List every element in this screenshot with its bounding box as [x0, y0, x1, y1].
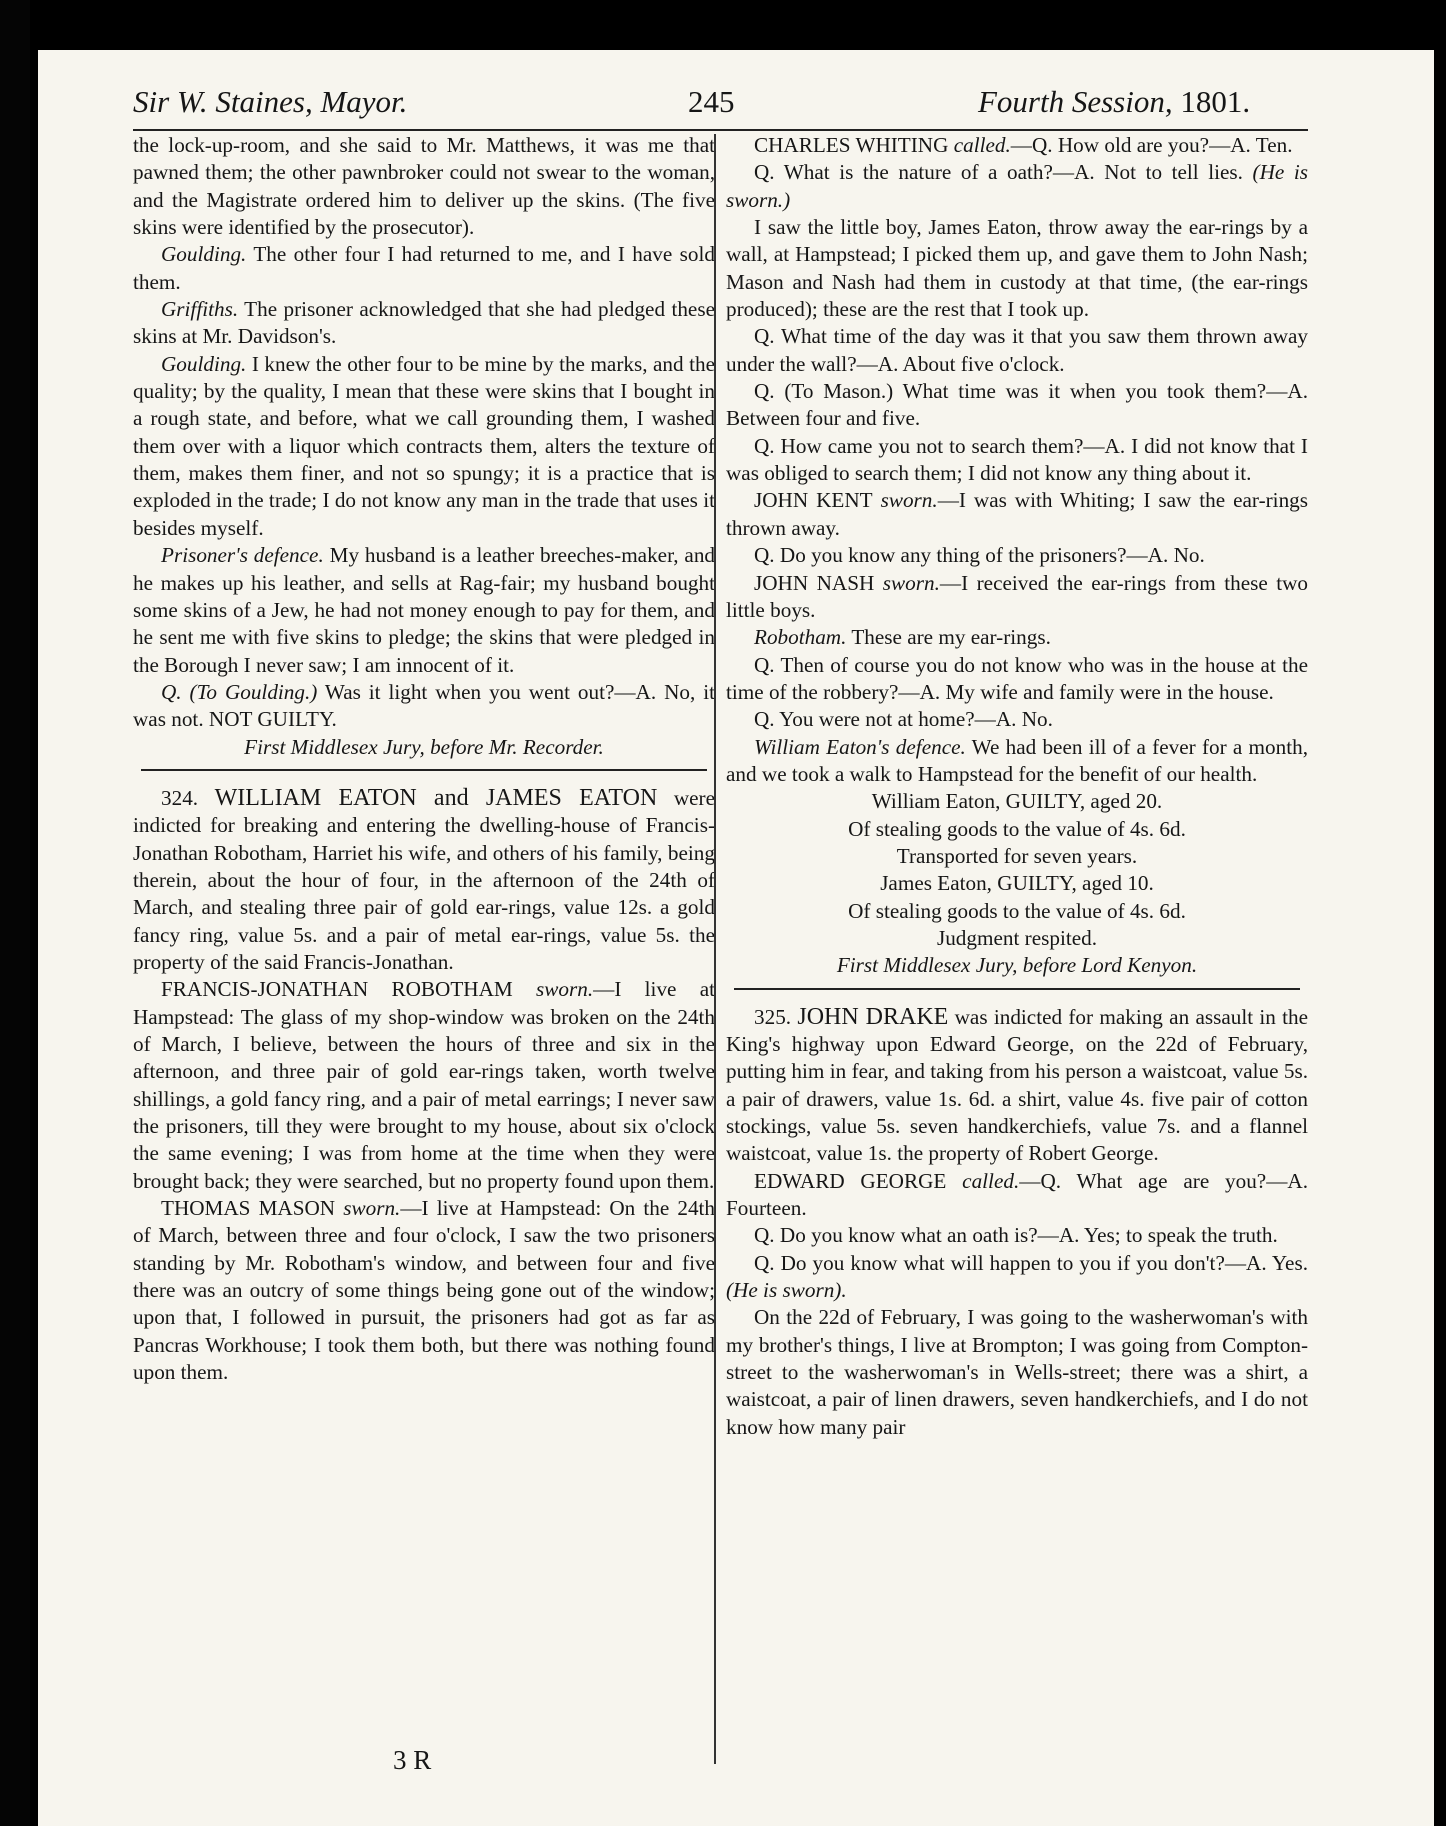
- paragraph: JOHN NASH sworn.—I received the ear-rings from these two little boys.: [726, 570, 1308, 622]
- sentence-line: Judgment respited.: [936, 925, 1098, 950]
- header-year: 1801.: [1180, 84, 1251, 119]
- header-session-label: Fourth Session,: [978, 84, 1173, 119]
- paragraph: Q. Do you know any thing of the prisoners?—A. No.: [754, 543, 1205, 568]
- header-session: [978, 84, 1250, 120]
- paragraph: William Eaton's defence. We had been ill of a fever for a month, and we took a walk to Hampstead for the benefit of our health.: [726, 734, 1308, 786]
- paragraph: the lock-up-room, and she said to Mr. Matthews, it was me that pawned them; the other pawnbroker could not swear to the woman, and the Magistrate ordered him to deliver up the skins. (The five skins were identified by the prosecutor).: [133, 133, 715, 240]
- witness-name: JOHN KENT: [754, 488, 873, 513]
- paragraph: Prisoner's defence. My husband is a leather breeches-maker, and he makes up his leather, and sells at Rag-fair; my husband bought some skins of a Jew, he had not money enough to pay for them, and he sent me with five skins to pledge; the skins that were pledged in the Borough I never saw; I am innocent of it.: [133, 543, 716, 677]
- witness-name: THOMAS MASON: [161, 1196, 336, 1221]
- paragraph: JOHN KENT sworn.—I was with Whiting; I saw the ear-rings thrown away.: [726, 488, 1308, 540]
- paragraph: FRANCIS-JONATHAN ROBOTHAM sworn.—I live at Hampstead: The glass of my shop-window was broken on the 24th of March, I believe, between the hours of three and six in the afternoon, and three pair of gold ear-rings taken, worth twelve shillings, a gold fancy ring, and a pair of metal earrings; I never saw the prisoners, till they were brought to my house, about six o'clock the same evening; I was from home at the time when they were brought back; they were searched, but no property found upon them.: [133, 977, 716, 1193]
- running-header: [38, 84, 1434, 134]
- case-paragraph: 324. WILLIAM EATON and JAMES EATON were indicted for breaking and entering the dwelling-house of Francis-Jonathan Robotham, Harriet his wife, and others of his family, being therein, about the hour of four, in the afternoon of the 24th of March, and stealing three pair of gold ear-rings, value 12s. a gold fancy ring, value 5s. and a pair of metal ear-rings, value 5s. the property of the said Francis-Jonathan.: [133, 784, 715, 974]
- paragraph: Robotham. These are my ear-rings.: [754, 625, 1051, 650]
- paragraph: EDWARD GEORGE called.—Q. What age are you?—A. Fourteen.: [726, 1168, 1308, 1221]
- paragraph: On the 22d of February, I was going to the washerwoman's with my brother's things, I live at Brompton; I was going from Compton-street to the washerwoman's in Wells-street; there was a shirt, a waistcoat, a pair of linen drawers, seven handkerchiefs, and I do not know how many pair: [726, 1305, 1308, 1439]
- paragraph: I saw the little boy, James Eaton, throw away the ear-rings by a wall, at Hampstead; I picked them up, and gave them to John Nash; Mason and Nash had them in custody at that time, (the ear-rings produced); these are the rest that I took up.: [726, 215, 1308, 322]
- sentence-line: Of stealing goods to the value of 4s. 6d.: [848, 898, 1186, 923]
- case-heading: JOHN DRAKE: [797, 1003, 949, 1030]
- paragraph: Q. Then of course you do not know who was in the house at the time of the robbery?—A. My wife and family were in the house.: [726, 652, 1308, 704]
- signature-mark: 3 R: [393, 1745, 432, 1775]
- paragraph: Q. What time of the day was it that you saw them thrown away under the wall?—A. About five o'clock.: [726, 324, 1308, 376]
- paragraph: CHARLES WHITING called.—Q. How old are you?—A. Ten.: [754, 133, 1293, 157]
- page-binding-shadow: [0, 0, 30, 1826]
- sentence-line: James Eaton, GUILTY, aged 10.: [880, 871, 1154, 896]
- paragraph: Q. How came you not to search them?—A. I did not know that I was obliged to search them; I did not know any thing about it.: [726, 433, 1308, 486]
- paragraph: Q. Do you know what an oath is?—A. Yes; to speak the truth.: [754, 1223, 1278, 1248]
- jury-line: First Middlesex Jury, before Mr. Recorder.: [244, 734, 604, 759]
- left-column: [133, 132, 715, 1386]
- paragraph: Q. You were not at home?—A. No.: [754, 707, 1053, 732]
- paragraph: Q. (To Mason.) What time was it when you took them?—A. Between four and five.: [726, 379, 1308, 431]
- sentence-line: Transported for seven years.: [896, 843, 1138, 868]
- paragraph: Q. What is the nature of a oath?—A. Not to tell lies. (He is sworn.): [726, 160, 1308, 212]
- column-divider: [714, 134, 716, 1764]
- paragraph: Q. (To Goulding.) Was it light when you went out?—A. No, it was not. NOT GUILTY.: [133, 679, 715, 732]
- header-rule: [133, 129, 1308, 131]
- sentence-line: William Eaton, GUILTY, aged 20.: [871, 789, 1163, 814]
- case-number: 324.: [161, 785, 199, 810]
- witness-name: JOHN NASH: [754, 570, 875, 595]
- paragraph: Griffiths. The prisoner acknowledged that she had pledged these skins at Mr. Davidson's.: [133, 297, 715, 349]
- verdict: NOT GUILTY.: [208, 707, 337, 732]
- paragraph: Q. Do you know what will happen to you if you don't?—A. Yes. (He is sworn).: [726, 1250, 1308, 1303]
- page-number: 245: [688, 84, 735, 119]
- witness-name: FRANCIS-JONATHAN ROBOTHAM: [161, 977, 513, 1002]
- case-number: 325.: [754, 1004, 792, 1029]
- paragraph: THOMAS MASON sworn.—I live at Hampstead: On the 24th of March, between three and four o'clock, I saw the two prisoners standing by Mr. Robotham's window, and between four and five there was an outcry of some things being gone out of the window; upon that, I followed in pursuit, the prisoners had got as far as Pancras Workhouse; I took them both, but there was nothing found upon them.: [133, 1196, 716, 1385]
- paragraph: Goulding. The other four I had returned to me, and I have sold them.: [133, 242, 715, 294]
- document-page: [38, 50, 1434, 1826]
- witness-name: CHARLES WHITING: [754, 133, 949, 157]
- section-rule: [141, 769, 707, 771]
- case-heading: WILLIAM EATON and JAMES EATON: [214, 784, 658, 811]
- sentence-line: Of stealing goods to the value of 4s. 6d.: [848, 816, 1186, 841]
- right-column: [726, 132, 1308, 1441]
- header-mayor: Sir W. Staines, Mayor.: [133, 84, 408, 119]
- paragraph: Goulding. I knew the other four to be mine by the marks, and the quality; by the quality, I mean that these were skins that I bought in a rough state, and before, what we call grounding them, I washed them over with a liquor which contracts them, alters the texture of them, makes them finer, and not so spungy; it is a practice that is exploded in the trade; I do not know any man in the trade that uses it besides myself.: [133, 351, 716, 540]
- jury-line: First Middlesex Jury, before Lord Kenyon.: [836, 953, 1198, 978]
- witness-name: EDWARD GEORGE: [754, 1168, 947, 1193]
- case-paragraph: 325. JOHN DRAKE was indicted for making an assault in the King's highway upon Edward George, on the 22d of February, putting him in fear, and taking from his person a waistcoat, value 5s. a pair of drawers, value 1s. 6d. a shirt, value 4s. five pair of cotton stockings, value 5s. seven handkerchiefs, value 7s. and a flannel waistcoat, value 1s. the property of Robert George.: [726, 1003, 1309, 1166]
- section-rule: [734, 988, 1300, 990]
